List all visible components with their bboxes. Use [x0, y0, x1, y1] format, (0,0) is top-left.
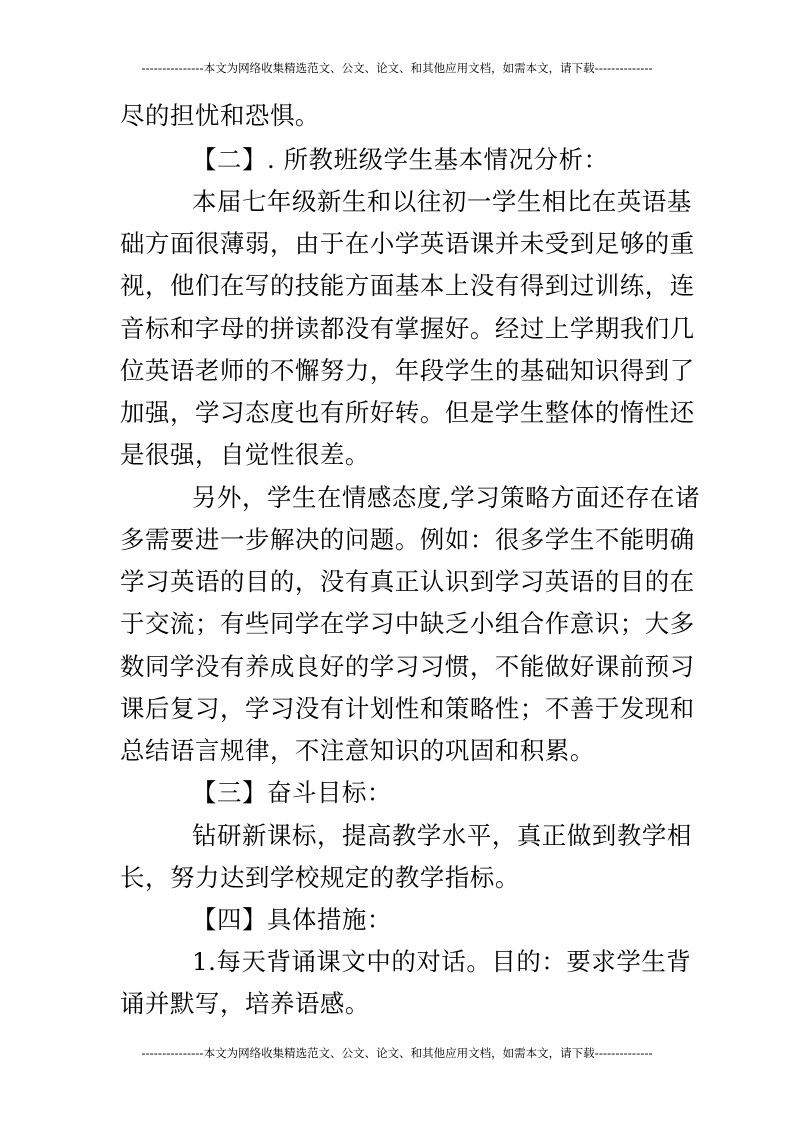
text-line-21: 1.每天背诵课文中的对话。目的：要求学生背 — [192, 947, 692, 976]
text-line-16: 总结语言规律，不注意知识的巩固和积累。 — [120, 736, 595, 765]
text-line-1: 尽的担忧和恐惧。 — [120, 101, 320, 130]
text-line-15: 课后复习，学习没有计划性和策略性；不善于发现和 — [120, 694, 695, 723]
text-line-3: 本届七年级新生和以往初一学生相比在英语基 — [192, 187, 692, 216]
text-line-5: 视，他们在写的技能方面基本上没有得到过训练，连 — [120, 271, 695, 300]
text-line-22: 诵并默写，培养语感。 — [120, 989, 370, 1018]
text-line-19: 长，努力达到学校规定的教学指标。 — [120, 863, 520, 892]
text-line-14: 数同学没有养成良好的学习习惯，不能做好课前预习 — [120, 652, 695, 681]
text-line-4: 础方面很薄弱，由于在小学英语课并未受到足够的重 — [120, 229, 695, 258]
page-header-note: ---------------本文为网络收集精选范文、公文、论文、和其他应用文档，如需本文，请下载-------------- — [141, 61, 653, 75]
text-line-18: 钻研新课标，提高教学水平，真正做到教学相 — [192, 821, 692, 850]
section-heading-2: 【二】. 所教班级学生基本情况分析： — [192, 145, 609, 174]
text-line-13: 于交流；有些同学在学习中缺乏小组合作意识；大多 — [120, 609, 695, 638]
text-line-9: 是很强，自觉性很差。 — [120, 440, 370, 469]
text-line-8: 加强，学习态度也有所好转。但是学生整体的惰性还 — [120, 398, 695, 427]
section-heading-3: 【三】奋斗目标： — [192, 778, 392, 807]
text-line-6: 音标和字母的拼读都没有掌握好。经过上学期我们几 — [120, 314, 695, 343]
text-line-12: 学习英语的目的，没有真正认识到学习英语的目的在 — [120, 567, 695, 596]
page-footer-note: ---------------本文为网络收集精选范文、公文、论文、和其他应用文档，如需本文，请下载-------------- — [141, 1046, 653, 1060]
text-line-7: 位英语老师的不懈努力，年段学生的基础知识得到了 — [120, 356, 695, 385]
text-line-11: 多需要进一步解决的问题。例如：很多学生不能明确 — [120, 525, 695, 554]
section-heading-4: 【四】具体措施： — [192, 905, 392, 934]
text-line-10: 另外，学生在情感态度,学习策略方面还存在诸 — [192, 483, 701, 512]
